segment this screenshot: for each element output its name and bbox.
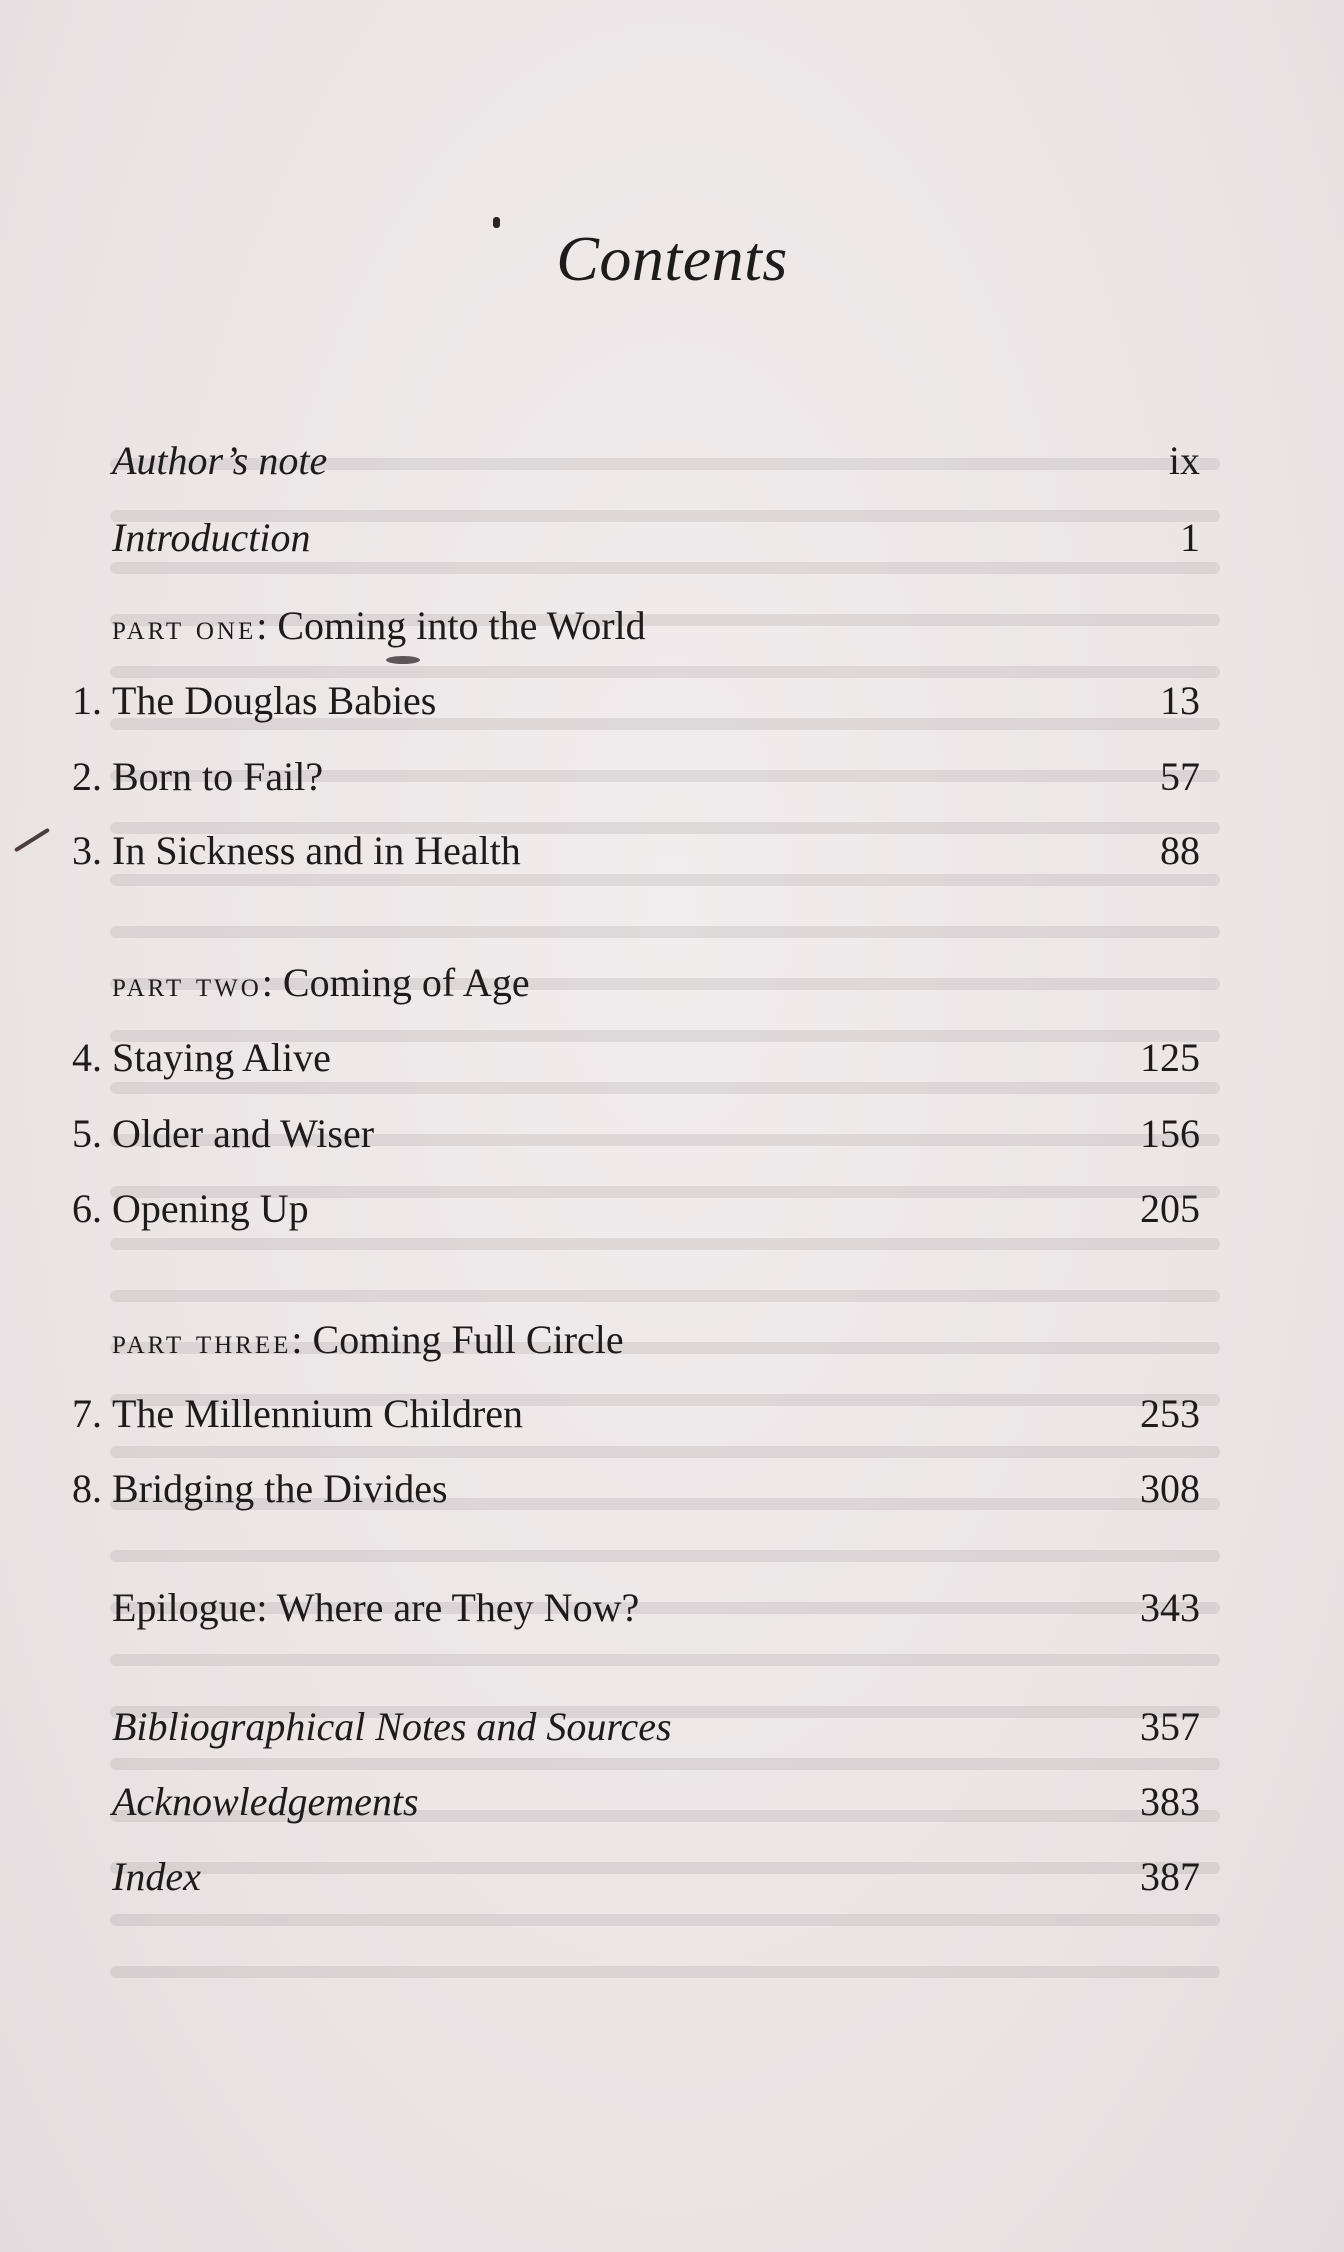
- toc-entry-title: Acknowledgements: [112, 1779, 419, 1824]
- chapter-number: 7.: [72, 1391, 102, 1436]
- page-title: Contents: [556, 223, 788, 294]
- toc-entry-acknowledgements[interactable]: [0, 1772, 1344, 1832]
- part-title: Coming of Age: [282, 960, 530, 1005]
- toc-entry-page: ix: [1168, 438, 1200, 483]
- chapter-number: 1.: [72, 678, 102, 723]
- toc-entry-page: 387: [1140, 1854, 1200, 1899]
- chapter-number: 8.: [72, 1466, 102, 1511]
- toc-entry-page: 1: [1180, 515, 1200, 560]
- toc-entry-chapter-4[interactable]: [0, 1028, 1344, 1088]
- part-label: part three: [112, 1322, 292, 1361]
- part-title: Coming Full Circle: [312, 1317, 624, 1362]
- chapter-number: 2.: [72, 754, 102, 799]
- chapter-number: 3.: [72, 828, 102, 873]
- toc-entry-page: 308: [1140, 1466, 1200, 1511]
- part-heading-three: [0, 1310, 1344, 1370]
- toc-entry-title: Born to Fail?: [112, 754, 324, 799]
- part-heading: part three: Coming Full Circle: [112, 1317, 624, 1362]
- part-label: part one: [112, 608, 257, 647]
- toc-entry-page: 357: [1140, 1704, 1200, 1749]
- toc-entry-chapter-1[interactable]: [0, 671, 1344, 731]
- toc-entry-title: Bibliographical Notes and Sources: [112, 1704, 672, 1749]
- toc-entry-introduction[interactable]: [0, 508, 1344, 568]
- toc-entry-chapter-8[interactable]: [0, 1459, 1344, 1519]
- toc-entry-title: Author’s note: [112, 438, 328, 483]
- part-heading: part two: Coming of Age: [112, 960, 530, 1005]
- part-heading-one: [0, 596, 1344, 656]
- part-heading: part one: Coming into the World: [112, 603, 646, 648]
- toc-entry-page: 13: [1160, 678, 1200, 723]
- chapter-number: 5.: [72, 1111, 102, 1156]
- toc-entry-title: The Douglas Babies: [112, 678, 437, 723]
- toc-entry-title: Introduction: [112, 515, 311, 560]
- part-heading-two: [0, 953, 1344, 1013]
- toc-entry-page: 88: [1160, 828, 1200, 873]
- toc-entry-authors-note[interactable]: [0, 431, 1344, 491]
- toc-entry-chapter-7[interactable]: [0, 1384, 1344, 1444]
- toc-entry-epilogue[interactable]: [0, 1578, 1344, 1638]
- toc-entry-bibliographical-notes[interactable]: [0, 1697, 1344, 1757]
- toc-entry-title: Older and Wiser: [112, 1111, 375, 1156]
- toc-entry-chapter-6[interactable]: [0, 1179, 1344, 1239]
- toc-entry-page: 253: [1140, 1391, 1200, 1436]
- toc-entry-page: 57: [1160, 754, 1200, 799]
- toc-entry-page: 343: [1140, 1585, 1200, 1630]
- toc-entry-page: 205: [1140, 1186, 1200, 1231]
- toc-entry-title: Bridging the Divides: [112, 1466, 448, 1511]
- toc-entry-title: The Millennium Children: [112, 1391, 524, 1436]
- toc-entry-chapter-2[interactable]: [0, 747, 1344, 807]
- toc-entry-title: Epilogue: Where are They Now?: [112, 1585, 640, 1630]
- toc-entry-title: Index: [112, 1854, 201, 1899]
- toc-entry-page: 125: [1140, 1035, 1200, 1080]
- toc-entry-page: 156: [1140, 1111, 1200, 1156]
- chapter-number: 6.: [72, 1186, 102, 1231]
- part-title: Coming into the World: [277, 603, 646, 648]
- toc-entry-index[interactable]: [0, 1847, 1344, 1907]
- part-label: part two: [112, 965, 262, 1004]
- toc-entry-chapter-5[interactable]: [0, 1104, 1344, 1164]
- toc-entry-page: 383: [1140, 1779, 1200, 1824]
- toc-entry-title: Staying Alive: [112, 1035, 331, 1080]
- toc-entry-title: In Sickness and in Health: [112, 828, 521, 873]
- toc-entry-title: Opening Up: [112, 1186, 309, 1231]
- toc-entry-chapter-3[interactable]: [0, 821, 1344, 881]
- chapter-number: 4.: [72, 1035, 102, 1080]
